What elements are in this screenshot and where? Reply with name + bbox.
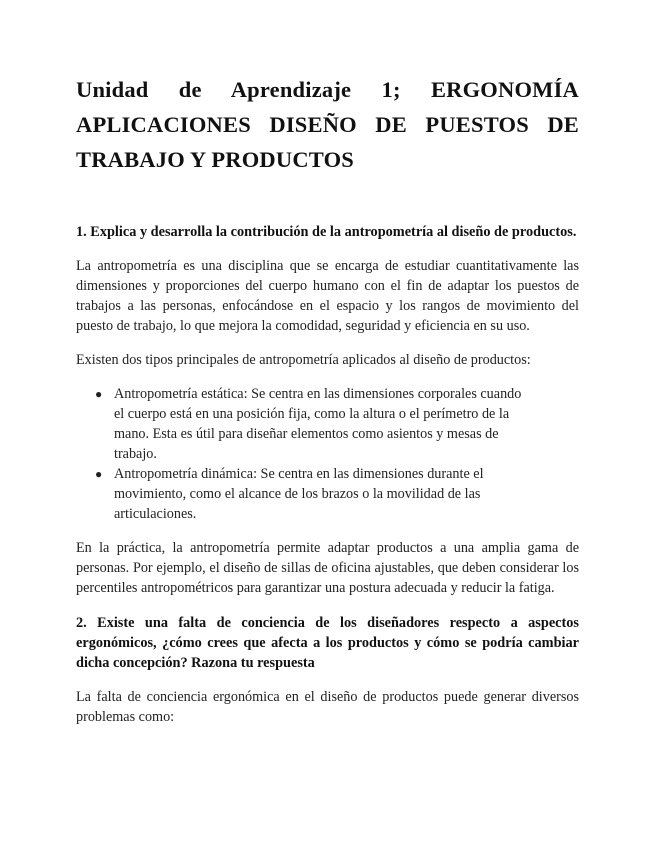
list-item-text: Antropometría dinámica: Se centra en las dimensiones durante el movimiento, como el alcance de los brazos o la movilidad de las articulaciones.: [114, 466, 484, 522]
list-item: [76, 464, 534, 524]
antropometria-types-list: [76, 384, 579, 524]
section-2-paragraph-1: La falta de conciencia ergonómica en el diseño de productos puede generar diversos problemas como:: [76, 689, 579, 725]
section-1-paragraph-1: La antropometría es una disciplina que se encarga de estudiar cuantitativamente las dimensiones y proporciones del cuerpo humano con el fin de adaptar los puestos de trabajos a las personas, enfocándose en el espacio y los rangos de movimiento del puesto de trabajo, lo que mejora la comodidad, seguridad y eficiencia en su uso.: [76, 258, 579, 334]
bullet-icon: ●: [95, 387, 103, 401]
document-title: Unidad de Aprendizaje 1; ERGONOMÍA APLICACIONES DISEÑO DE PUESTOS DE TRABAJO Y PRODUCTOS: [76, 77, 579, 172]
list-item: [76, 384, 534, 464]
section-1-paragraph-3: En la práctica, la antropometría permite adaptar productos a una amplia gama de personas. Por ejemplo, el diseño de sillas de oficina ajustables, que deben considerar los percentiles antropométricos para garantizar una postura adecuada y reducir la fatiga.: [76, 540, 579, 596]
section-1-paragraph-2: Existen dos tipos principales de antropometría aplicados al diseño de productos:: [76, 352, 531, 368]
question-1: 1. Explica y desarrolla la contribución de la antropometría al diseño de productos.: [76, 224, 577, 240]
question-2: 2. Existe una falta de conciencia de los diseñadores respecto a aspectos ergonómicos, ¿cómo crees que afecta a los productos y cómo se podría cambiar dicha concepción? Razona tu respuesta: [76, 615, 579, 671]
list-item-text: Antropometría estática: Se centra en las dimensiones corporales cuando el cuerpo está en una posición fija, como la altura o el perímetro de la mano. Esta es útil para diseñar elementos como asientos y mesas de trabajo.: [114, 386, 522, 462]
document-page: [76, 72, 579, 727]
bullet-icon: ●: [95, 467, 103, 481]
